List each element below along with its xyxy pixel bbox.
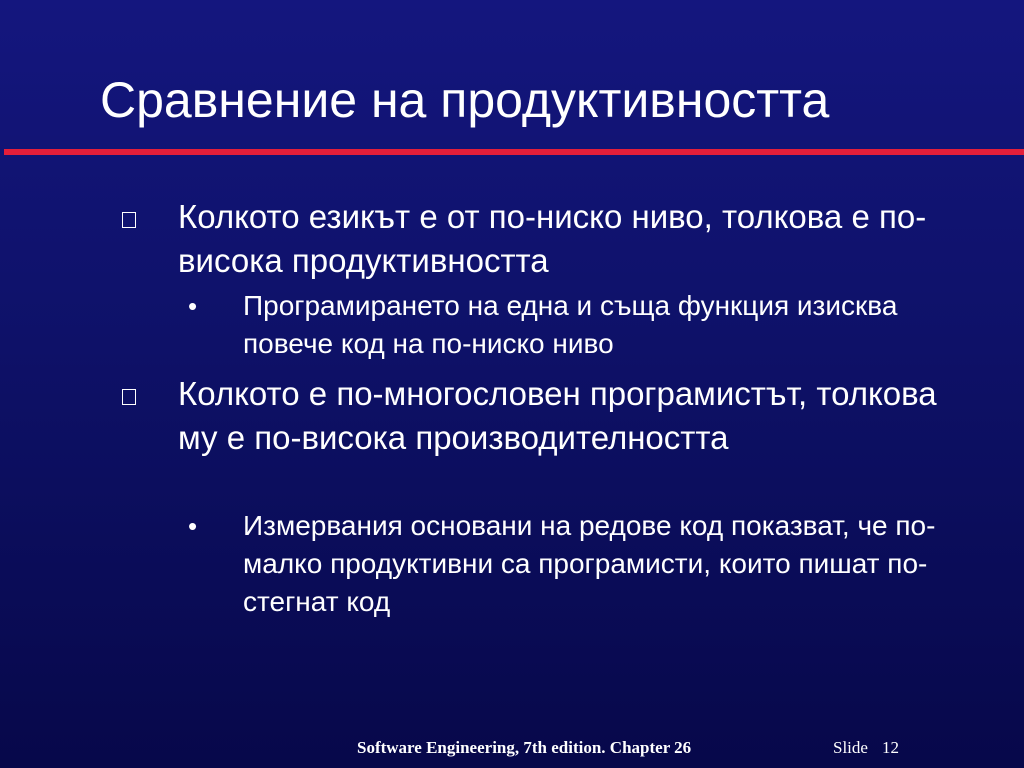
slide-title: Сравнение на продуктивността xyxy=(100,72,830,128)
sub-bullet-2-text: Измервания основани на редове код показват, че по-малко продуктивни са програмисти, които пишат по-стегнат код xyxy=(243,510,936,617)
footer-slide-label: Slide xyxy=(833,738,868,757)
sub-bullet-1-text: Програмирането на една и съща функция изисква повече код на по-ниско ниво xyxy=(243,290,898,359)
sub-bullet-2-marker: • xyxy=(188,511,198,541)
footer-book-title: Software Engineering, 7th edition. Chapter 26 xyxy=(357,738,692,757)
sub-bullet-1-marker: • xyxy=(188,291,198,321)
bullet-1-text: Колкото езикът е от по-ниско ниво, толкова е по-висока продуктивността xyxy=(178,198,927,279)
hollow-square-bullet-icon xyxy=(122,212,136,228)
bullet-2-text: Колкото е по-многословен програмистът, толкова му е по-висока производителността xyxy=(178,375,937,456)
hollow-square-bullet-icon xyxy=(122,389,136,405)
footer-slide-number: 12 xyxy=(882,738,899,757)
